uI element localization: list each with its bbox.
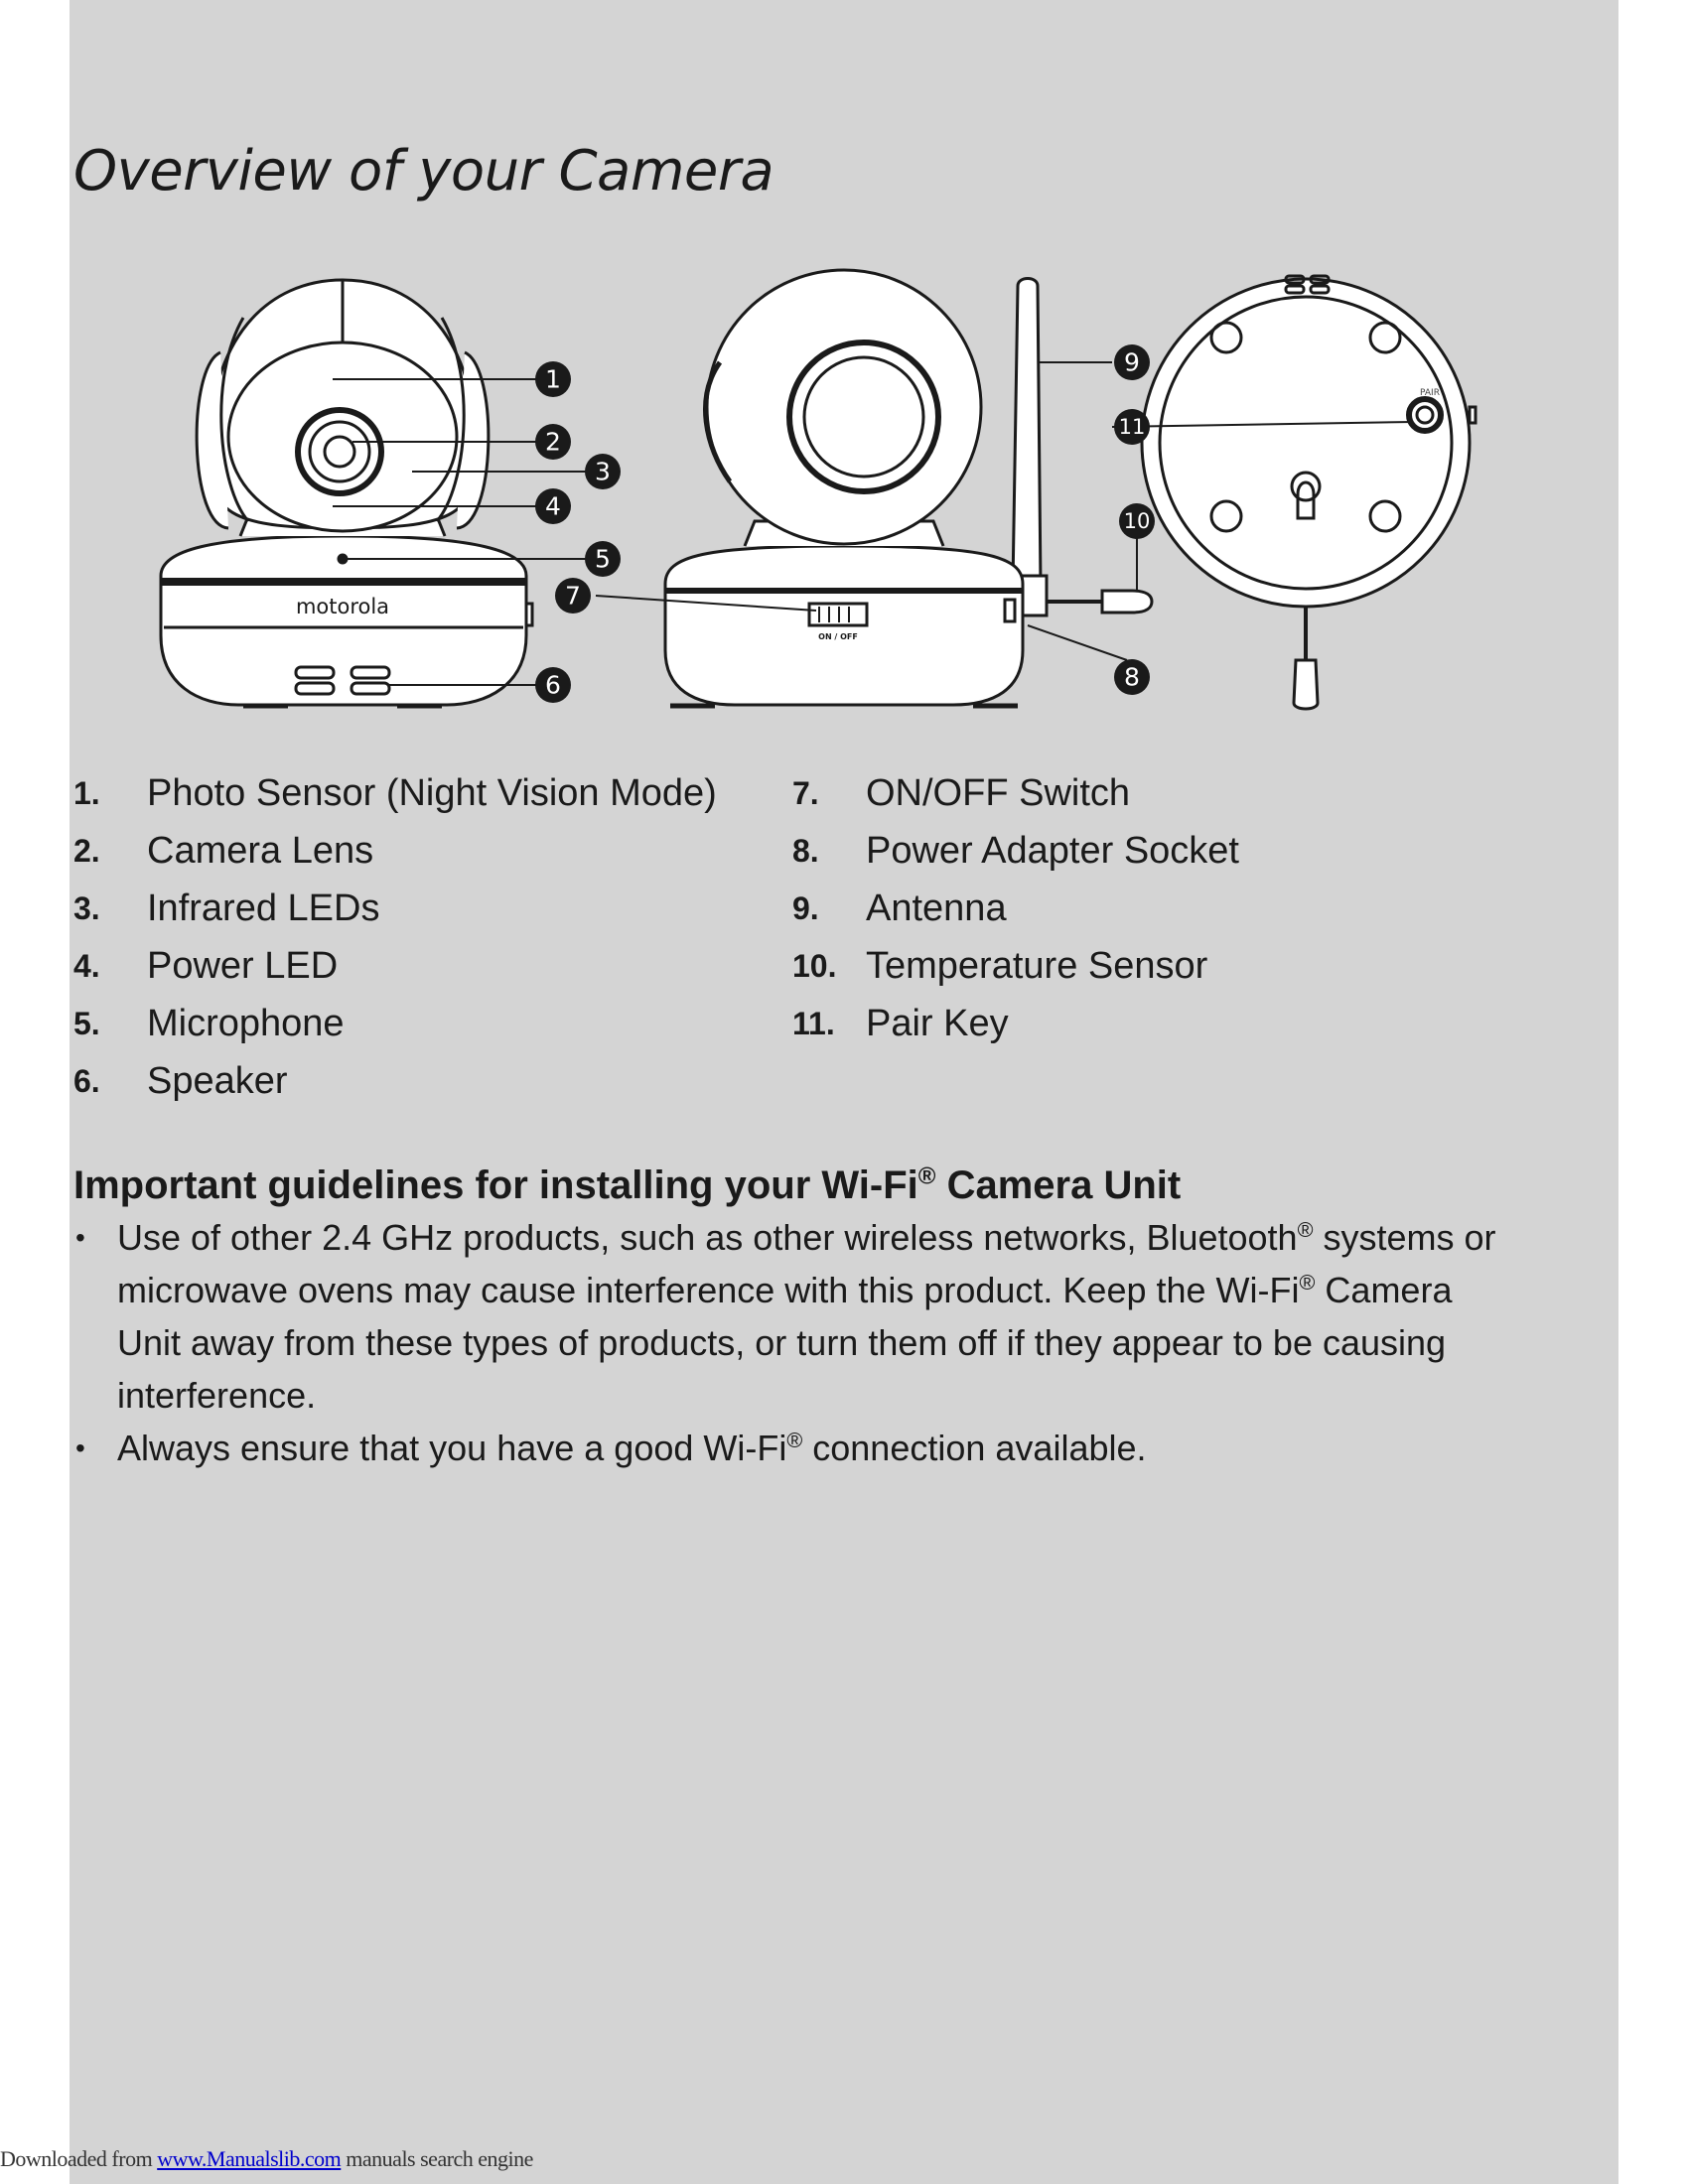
callout-8 — [1114, 659, 1150, 695]
list-item: • Use of other 2.4 GHz products, such as other wireless networks, Bluetooth® systems or microwave ovens may cause interference with this product. Keep the Wi-Fi® Camera Unit away from these types of products, or turn them off if they appear to be causing interference. — [73, 1211, 1503, 1422]
svg-text:10: 10 — [1123, 509, 1151, 533]
list-item: 10. Temperature Sensor — [792, 944, 1208, 987]
download-footer: Downloaded from www.Manualslib.com manuals search engine — [0, 2146, 533, 2171]
bullet-icon: • — [75, 1433, 85, 1463]
list-item: 8. Power Adapter Socket — [792, 829, 1239, 872]
list-item: 4. Power LED — [73, 944, 339, 987]
list-item: 5. Microphone — [73, 1002, 345, 1044]
svg-text:9: 9 — [1124, 347, 1140, 377]
svg-text:3: 3 — [595, 457, 611, 486]
callout-10 — [1119, 503, 1155, 539]
brand-logo-text: motorola — [295, 595, 390, 618]
callout-2 — [535, 424, 571, 460]
guidelines-heading: Important guidelines for installing your Wi-Fi® Camera Unit — [73, 1162, 1182, 1207]
callout-7 — [555, 578, 591, 614]
list-item: 7. ON/OFF Switch — [792, 771, 1131, 814]
list-item: 3. Infrared LEDs — [73, 887, 380, 929]
svg-text:1: 1 — [545, 364, 561, 394]
list-item: 2. Camera Lens — [73, 829, 374, 872]
svg-text:4: 4 — [545, 491, 561, 521]
list-item: 11. Pair Key — [792, 1002, 1009, 1044]
svg-text:6: 6 — [545, 670, 561, 700]
list-item: 9. Antenna — [792, 887, 1007, 929]
callout-11 — [1114, 409, 1150, 445]
callout-4 — [535, 488, 571, 524]
camera-front-view — [161, 280, 532, 706]
camera-bottom-view — [1142, 276, 1476, 709]
list-item: 1. Photo Sensor (Night Vision Mode) — [73, 771, 717, 814]
manualslib-link[interactable]: www.Manualslib.com — [157, 2146, 342, 2171]
svg-text:11: 11 — [1118, 415, 1146, 439]
pair-label: PAIR — [1420, 388, 1440, 398]
callout-6 — [535, 667, 571, 703]
bullet-icon: • — [75, 1222, 85, 1253]
parts-list-left — [73, 764, 717, 1110]
page-title: Overview of your Camera — [73, 139, 774, 204]
callout-9 — [1114, 344, 1150, 380]
svg-text:5: 5 — [595, 544, 611, 574]
camera-diagram — [70, 268, 1539, 725]
svg-text:8: 8 — [1124, 662, 1140, 692]
callout-1 — [535, 361, 571, 397]
parts-list-right — [792, 764, 1239, 1052]
list-item: • Always ensure that you have a good Wi-Fi® connection available. — [73, 1422, 1503, 1474]
svg-text:2: 2 — [545, 427, 561, 457]
camera-side-view — [665, 270, 1152, 706]
callout-3 — [585, 454, 621, 489]
callout-5 — [585, 541, 621, 577]
svg-text:7: 7 — [565, 581, 581, 611]
list-item: 6. Speaker — [73, 1059, 288, 1102]
guidelines-list — [73, 1211, 1503, 1474]
switch-label: ON / OFF — [818, 632, 858, 641]
